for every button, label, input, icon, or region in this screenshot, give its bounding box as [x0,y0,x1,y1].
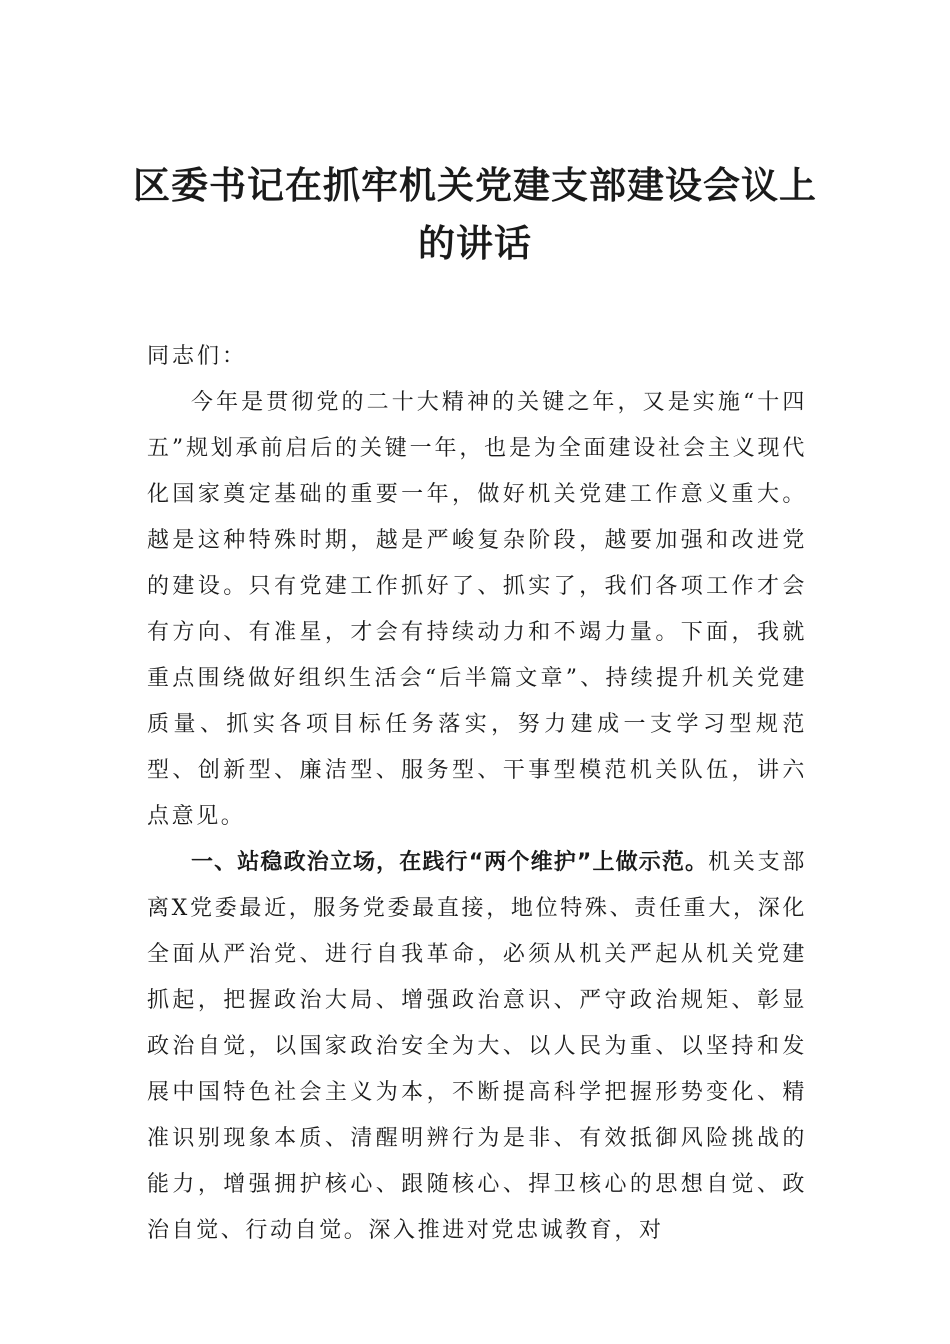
paragraph-intro: 今年是贯彻党的二十大精神的关键之年，又是实施“十四五”规划承前启后的关键一年，也是为全面建设社会主义现代化国家奠定基础的重要一年，做好机关党建工作意义重大。越是这种特殊时期，越是严峻复杂阶段，越要加强和改进党的建设。只有党建工作抓好了、抓实了，我们各项工作才会有方向、有准星，才会有持续动力和不竭力量。下面，我就重点围绕做好组织生活会“后半篇文章”、持续提升机关党建质量、抓实各项目标任务落实，努力建成一支学习型规范型、创新型、廉洁型、服务型、干事型模范机关队伍，讲六点意见。 [147,390,807,829]
title-line-1: 区委书记在抓牢机关党建支部建设会议上 [133,163,817,207]
title-line-2: 的讲话 [418,221,532,265]
section-1-heading: 一、站稳政治立场，在践行“两个维护”上做示范。 [191,850,709,875]
section-1-text: 机关支部离X党委最近，服务党委最直接，地位特殊、责任重大，深化全面从严治党、进行自我革命，必须从机关严起从机关党建抓起，把握政治大局、增强政治意识、严守政治规矩、彰显政治自觉，以国家政治安全为大、以人民为重、以坚持和发展中国特色社会主义为本，不断提高科学把握形势变化、精准识别现象本质、清醒明辨行为是非、有效抵御风险挑战的能力，增强拥护核心、跟随核心、捍卫核心的思想自觉、政治自觉、行动自觉。深入推进对党忠诚教育，对 [147,850,807,1243]
document-title [120,156,830,272]
salutation: 同志们： [147,344,248,369]
paragraph-section-1 [147,840,807,1254]
document-body [147,334,807,1254]
